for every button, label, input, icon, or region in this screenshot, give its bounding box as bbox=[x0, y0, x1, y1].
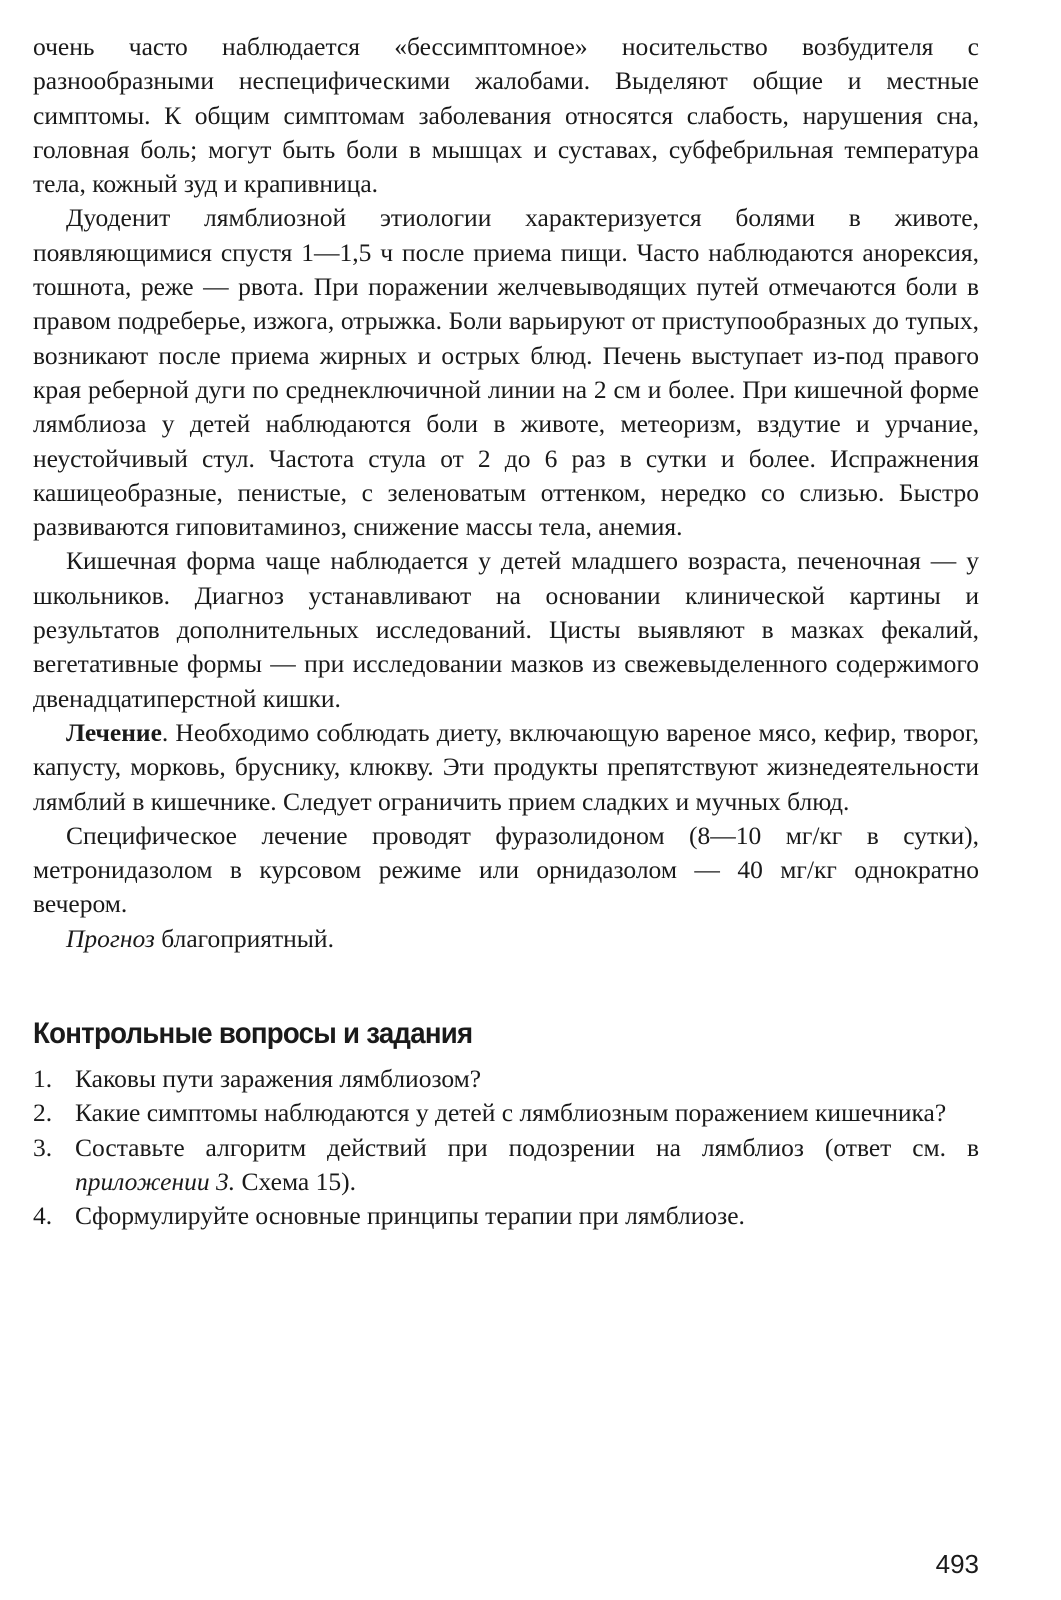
paragraph bbox=[33, 922, 979, 956]
question-item bbox=[33, 1199, 979, 1233]
text-run: Сформулируйте основные принципы терапии при лямблиозе. bbox=[75, 1201, 745, 1231]
paragraph bbox=[33, 819, 979, 922]
paragraph bbox=[33, 716, 979, 819]
page-number: 493 bbox=[935, 1549, 979, 1579]
question-number: 3. bbox=[33, 1132, 53, 1162]
text-run: . Необходимо соблюдать диету, включающую вареное мясо, кефир, творог, капусту, морковь, бруснику, клюкву. Эти продукты препятствуют жизнедеятельности лямблий в кишечнике. Следует ограничить прием сладких и мучных блюд. bbox=[33, 717, 979, 816]
text-run: благоприятный. bbox=[154, 923, 334, 953]
question-text bbox=[75, 1131, 979, 1200]
question-number: 2. bbox=[33, 1098, 53, 1128]
section-heading: Контрольные вопросы и задания bbox=[33, 1017, 473, 1051]
paragraph bbox=[33, 201, 979, 544]
text-run: Составьте алгоритм действий при подозрении на лямблиоз (ответ см. в bbox=[75, 1132, 979, 1162]
question-number: 4. bbox=[33, 1201, 53, 1231]
body-text bbox=[33, 30, 979, 956]
question-item bbox=[33, 1062, 979, 1096]
question-text bbox=[75, 1199, 979, 1233]
italic-term: приложении 3. bbox=[75, 1166, 236, 1196]
question-text bbox=[75, 1096, 979, 1130]
book-page bbox=[33, 30, 979, 1579]
text-run: Дуоденит лямблиозной этиологии характеризуется болями в животе, появляющимися спустя 1—1,5 ч после приема пищи. Часто наблюдаются анорексия, тошнота, реже — рвота. При поражении желчевыводящих путей отмечаются боли в правом подреберье, изжога, отрыжка. Боли варьируют от приступообразных до тупых, возникают после приема жирных и острых блюд. Печень выступает из-под правого края реберной дуги по среднеключичной линии на 2 см и более. При кишечной форме лямблиоза у детей наблюдаются боли в животе, метеоризм, вздутие и урчание, неустойчивый стул. Частота стула от 2 до 6 раз в сутки и более. Испражнения кашицеобразные, пенистые, с зеленоватым оттенком, нередко со слизью. Быстро развиваются гиповитаминоз, снижение массы тела, анемия. bbox=[33, 203, 979, 542]
text-run: Каковы пути заражения лямблиозом? bbox=[75, 1064, 482, 1094]
text-run: Кишечная форма чаще наблюдается у детей младшего возраста, печеночная — у школьников. Диагноз устанавливают на основании клинической картины и результатов дополнительных исследований. Цисты выявляют в мазках фекалий, вегетативные формы — при исследовании мазков из свежевыделенного содержимого двенадцатиперстной кишки. bbox=[33, 546, 979, 713]
paragraph bbox=[33, 544, 979, 715]
text-run: Специфическое лечение проводят фуразолидоном (8—10 мг/кг в сутки), метронидазолом в курсовом режиме или орнидазолом — 40 мг/кг однократно вечером. bbox=[33, 820, 979, 919]
text-run: очень часто наблюдается «бессимптомное» носительство возбудителя с разнообразными неспецифическими жалобами. Выделяют общие и местные симптомы. К общим симптомам заболевания относятся слабость, нарушения сна, головная боль; могут быть боли в мышцах и суставах, субфебрильная температура тела, кожный зуд и крапивница. bbox=[33, 32, 979, 199]
question-item bbox=[33, 1096, 979, 1130]
question-list bbox=[33, 1062, 979, 1233]
question-text bbox=[75, 1062, 979, 1096]
bold-term: Лечение bbox=[66, 717, 162, 747]
text-run: Какие симптомы наблюдаются у детей с лямблиозным поражением кишечника? bbox=[75, 1098, 947, 1128]
italic-term: Прогноз bbox=[66, 923, 155, 953]
paragraph bbox=[33, 30, 979, 201]
question-item bbox=[33, 1131, 979, 1200]
question-number: 1. bbox=[33, 1064, 53, 1094]
text-run: Схема 15). bbox=[235, 1166, 356, 1196]
